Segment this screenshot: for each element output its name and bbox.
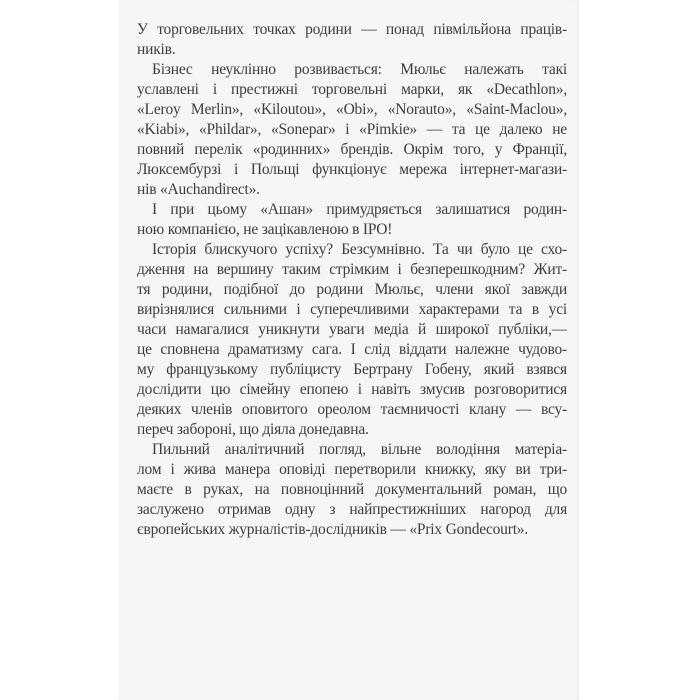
text-line: деяких членів оповитого ореолом таємничості клану — всу- (137, 401, 567, 418)
text-line: лом і жива манера оповіді перетворили книжку, яку ви три- (137, 461, 567, 478)
paragraph (137, 60, 567, 200)
text-line: «Leroy Merlin», «Kiloutou», «Obi», «Norauto», «Saint-Maclou», (137, 101, 567, 118)
text-line: маєте в руках, на повноцінний документальний роман, що (137, 481, 567, 498)
text-line: Історія блискучого успіху? Безсумнівно. Та чи було це схо- (152, 241, 567, 258)
text-line: Пильний аналітичний погляд, вільне володіння матеріа- (152, 441, 567, 458)
text-line: переч забороні, що діяла донедавна. (137, 421, 369, 438)
text-line: І при цьому «Ашан» примудряється залишатися родин- (152, 201, 567, 218)
text-line: му французькому публіцисту Бертрану Гобену, який взявся (137, 361, 567, 378)
text-line: вирізнялися сильними і суперечливими характерами та в усі (137, 301, 567, 318)
text-line: дослідити цю сімейну епопею і навіть змусив розговоритися (137, 381, 567, 398)
paragraph (137, 200, 567, 240)
text-line: тя родини, подібної до родини Мюльє, члени якої завжди (137, 281, 567, 298)
text-line: У торговельних точках родини — понад півмільйона праців- (137, 21, 567, 38)
book-page (119, 0, 579, 700)
text-line: часи намагалися уникнути уваги медіа й широкої публіки,— (137, 321, 567, 338)
text-line: повний перелік «родинних» брендів. Окрім того, у Франції, (137, 141, 567, 158)
text-line: уславлені і престижні торговельні марки, як «Decathlon», (137, 81, 567, 98)
text-line: заслужено отримав одну з найпрестижніших нагород для (137, 501, 567, 518)
text-line: Люксембурзі і Польщі функціонує мережа інтернет-магази- (137, 161, 567, 178)
text-line: європейських журналістів-дослідників — «Prix Gondecourt». (137, 521, 529, 538)
text-line: нів «Auchandirect». (137, 181, 260, 198)
text-line: це сповнена драматизму сага. І слід віддати належне чудово- (137, 341, 567, 358)
text-line: ників. (137, 41, 176, 58)
text-line: ною компанією, не зацікавленою в IPO! (137, 221, 393, 238)
text-line: «Kiabi», «Phildar», «Sonepar» і «Pimkie» — та це далеко не (137, 121, 567, 138)
text-line: Бізнес неуклінно розвивається: Мюльє належать такі (152, 61, 567, 78)
text-line: дження на вершину таким стрімким і безперешкодним? Жит- (137, 261, 567, 278)
paragraph (137, 20, 567, 60)
paragraph (137, 440, 567, 540)
paragraph (137, 240, 567, 440)
page-text-block (137, 20, 567, 540)
